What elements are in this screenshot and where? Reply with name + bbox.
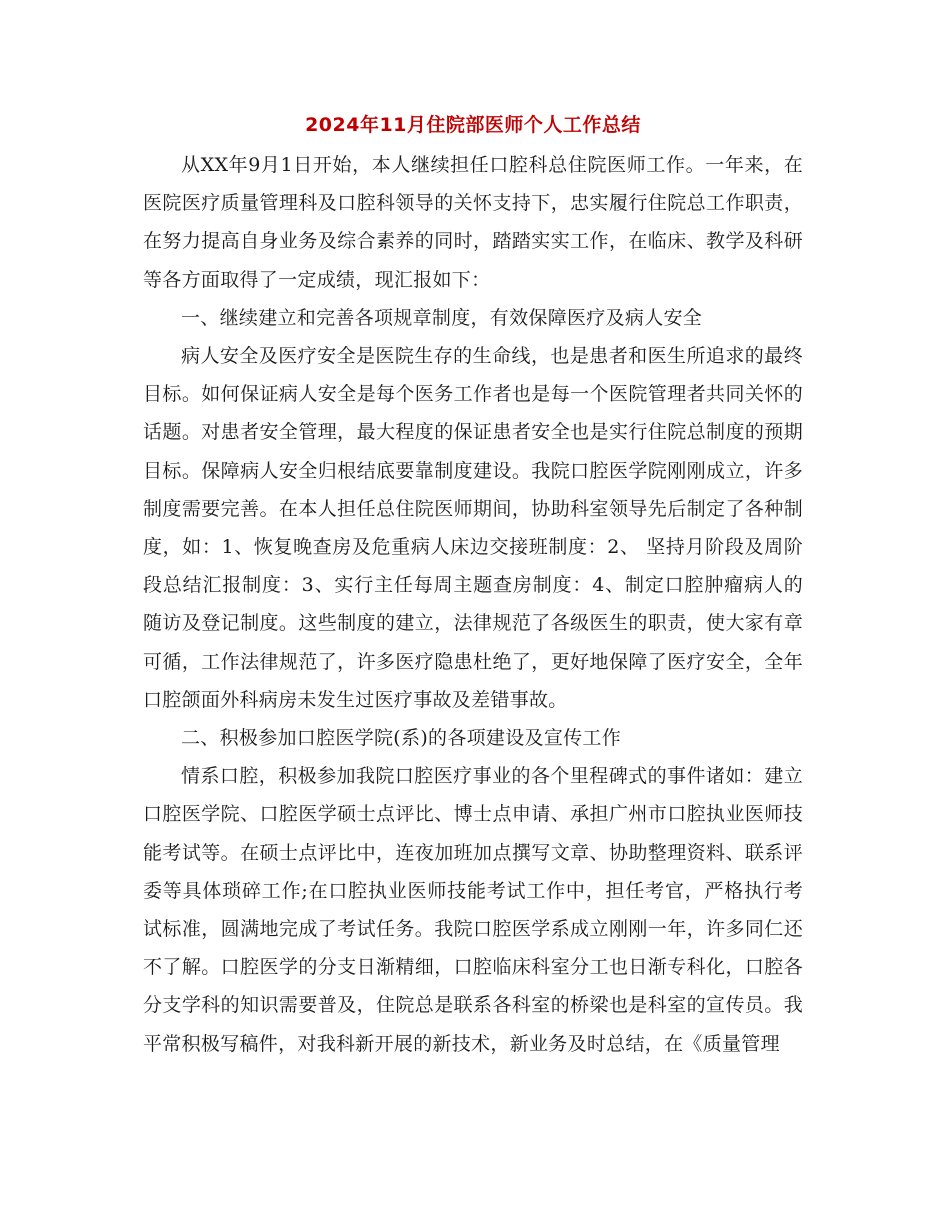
section-heading-1: 一、继续建立和完善各项规章制度，有效保障医疗及病人安全: [181, 306, 703, 329]
intro-paragraph: 从XX年9月1日开始，本人继续担任口腔科总住院医师工作。一年来，在医院医疗质量管理科及口腔科领导的关怀支持下，忠实履行住院总工作职责，在努力提高自身业务及综合素养的同时，踏踏实实工作，在临床、教学及科研等各方面取得了一定成绩，现汇报如下：: [143, 154, 803, 291]
section-heading-2: 二、积极参加口腔医学院(系)的各项建设及宣传工作: [181, 727, 622, 750]
document-title: 2024年11月住院部医师个人工作总结: [305, 114, 641, 136]
section-1-paragraph: 病人安全及医疗安全是医院生存的生命线，也是患者和医生所追求的最终目标。如何保证病人安全是每个医务工作者也是每一个医院管理者共同关怀的话题。对患者安全管理，最大程度的保证患者安全也是实行住院总制度的预期目标。保障病人安全归根结底要靠制度建设。我院口腔医学院刚刚成立，许多制度需要完善。在本人担任总住院医师期间，协助科室领导先后制定了各种制度，如：1、恢复晚查房及危重病人床边交接班制度：2、 坚持月阶段及周阶段总结汇报制度：3、实行主任每周主题查房制度：4、制定口腔肿瘤病人的随访及登记制度。这些制度的建立，法律规范了各级医生的职责，使大家有章可循，工作法律规范了，许多医疗隐患杜绝了，更好地保障了医疗安全，全年口腔颌面外科病房未发生过医疗事故及差错事故。: [143, 345, 803, 711]
document-page: [143, 110, 803, 1063]
section-2-paragraph: 情系口腔，积极参加我院口腔医疗事业的各个里程碑式的事件诸如：建立口腔医学院、口腔医学硕士点评比、博士点申请、承担广州市口腔执业医师技能考试等。在硕士点评比中，连夜加班加点撰写文章、协助整理资料、联系评委等具体琐碎工作;在口腔执业医师技能考试工作中，担任考官，严格执行考试标准，圆满地完成了考试任务。我院口腔医学系成立刚刚一年，许多同仁还不了解。口腔医学的分支日渐精细，口腔临床科室分工也日渐专科化，口腔各分支学科的知识需要普及，住院总是联系各科室的桥梁也是科室的宣传员。我平常积极写稿件，对我科新开展的新技术，新业务及时总结，在《质量管理: [143, 765, 803, 1055]
